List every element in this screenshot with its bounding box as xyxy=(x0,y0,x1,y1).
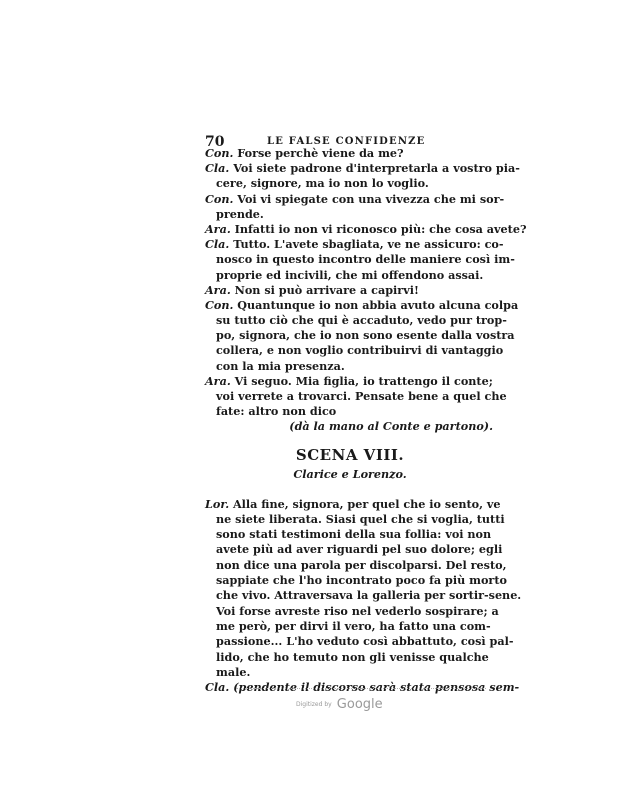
line-text: lido, che ho temuto non gli venisse qualche xyxy=(216,649,489,664)
line-text: voi verrete a trovarci. Pensate bene a quel che xyxy=(216,389,507,403)
scene-persons: Clarice e Lorenzo. xyxy=(293,466,407,481)
page-body xyxy=(205,146,527,695)
text-line xyxy=(205,557,507,573)
speaker-label: Con. xyxy=(205,297,234,312)
line-text: Voi siete padrone d'interpretarla a vostro pia- xyxy=(229,161,520,176)
text-line xyxy=(205,146,495,161)
line-text: avete più ad aver riguardi pel suo dolore; egli xyxy=(216,542,503,557)
text-line xyxy=(205,374,495,389)
line-text: Vi seguo. Mia figlia, io trattengo il conte; xyxy=(230,373,493,388)
line-text: Forse perchè viene da me? xyxy=(233,146,404,160)
text-line xyxy=(205,161,520,176)
line-text: con la mia presenza. xyxy=(216,358,345,373)
text-line xyxy=(205,573,507,588)
dialogue-block-b xyxy=(205,496,522,696)
speaker-label: Con. xyxy=(205,191,234,206)
text-line xyxy=(205,328,515,343)
text-line xyxy=(205,650,495,665)
line-text: fate: altro non dico xyxy=(216,404,337,419)
text-line xyxy=(205,191,505,207)
line-text: su tutto ciò che qui è accaduto, vedo pur trop- xyxy=(216,313,507,328)
line-text: passione... L'ho veduto così abbattuto, così pal- xyxy=(216,634,514,649)
scan-artifact-line xyxy=(236,688,486,689)
scene-title: SCENA VIII. xyxy=(295,445,405,464)
text-line xyxy=(205,511,505,527)
line-text: prende. xyxy=(216,206,264,221)
digitization-watermark xyxy=(296,694,416,712)
text-line xyxy=(205,221,527,237)
line-text: sappiate che l'ho incontrato poco fa più morto xyxy=(216,573,507,588)
text-line xyxy=(205,588,522,603)
speaker-label: Cla. xyxy=(205,680,230,695)
text-line xyxy=(205,207,495,222)
speaker-label: Lor. xyxy=(205,496,230,511)
text-line xyxy=(205,359,495,374)
text-line xyxy=(205,283,495,298)
dialogue-block-a xyxy=(205,146,527,419)
line-text: ne siete liberata. Siasi quel che si voglia, tutti xyxy=(216,511,505,526)
speaker-label: Ara. xyxy=(205,221,231,236)
line-text: proprie ed incivili, che mi offendono assai. xyxy=(216,267,484,282)
line-text: Tutto. L'avete sbagliata, ve ne assicuro: co- xyxy=(229,237,504,252)
line-text: male. xyxy=(216,664,251,679)
line-text: me però, per dirvi il vero, ha fatto una com- xyxy=(216,618,491,633)
page-number: 70 xyxy=(205,134,225,150)
line-text: collera, e non voglio contribuirvi di vantaggio xyxy=(216,343,504,358)
line-text: po, signora, che io non sono esente dalla vostra xyxy=(216,328,515,343)
text-line xyxy=(205,603,499,619)
stage-direction: (dà la mano al Conte e partono). xyxy=(289,419,493,434)
line-text: Alla fine, signora, per quel che io sento, ve xyxy=(229,496,501,511)
text-line xyxy=(205,176,495,191)
text-line xyxy=(205,665,495,680)
text-line xyxy=(205,237,504,252)
text-line xyxy=(205,634,514,649)
line-text: Infatti io non vi riconosco più: che cosa avete? xyxy=(230,221,527,236)
speaker-label: Cla. xyxy=(205,237,230,252)
text-line xyxy=(205,313,507,328)
text-line xyxy=(205,268,495,283)
line-text: nosco in questo incontro delle maniere così im- xyxy=(216,252,515,267)
speaker-label: Ara. xyxy=(205,373,231,388)
text-line xyxy=(205,496,501,512)
line-text: (pendente il discorso sarà stata pensosa sem- xyxy=(229,680,520,695)
text-line xyxy=(205,297,519,313)
line-text: Voi forse avreste riso nel vederlo sospirare; a xyxy=(216,603,499,618)
text-line xyxy=(205,389,507,404)
line-text: sono stati testimoni della sua follia: voi non xyxy=(216,527,492,542)
speaker-label: Ara. xyxy=(205,282,231,297)
line-text: Quantunque io non abbia avuto alcuna colpa xyxy=(233,297,519,312)
line-text: Voi vi spiegate con una vivezza che mi sor- xyxy=(233,191,505,206)
text-line xyxy=(205,527,495,542)
line-text: non dice una parola per discolparsi. Del resto, xyxy=(216,557,507,572)
text-line xyxy=(205,404,495,419)
text-line xyxy=(205,542,503,557)
speaker-label: Con. xyxy=(205,146,234,160)
line-text: Non si può arrivare a capirvi! xyxy=(230,282,419,297)
text-line xyxy=(205,619,495,634)
line-text: che vivo. Attraversava la galleria per sortir-sene. xyxy=(216,588,522,603)
text-line xyxy=(205,252,515,267)
text-line xyxy=(205,343,504,358)
speaker-label: Cla. xyxy=(205,161,230,176)
watermark-brand: Google xyxy=(336,697,383,712)
line-text: cere, signore, ma io non lo voglio. xyxy=(216,176,429,191)
watermark-prefix: Digitized by xyxy=(296,701,332,708)
running-title: LE FALSE CONFIDENZE xyxy=(267,136,426,147)
